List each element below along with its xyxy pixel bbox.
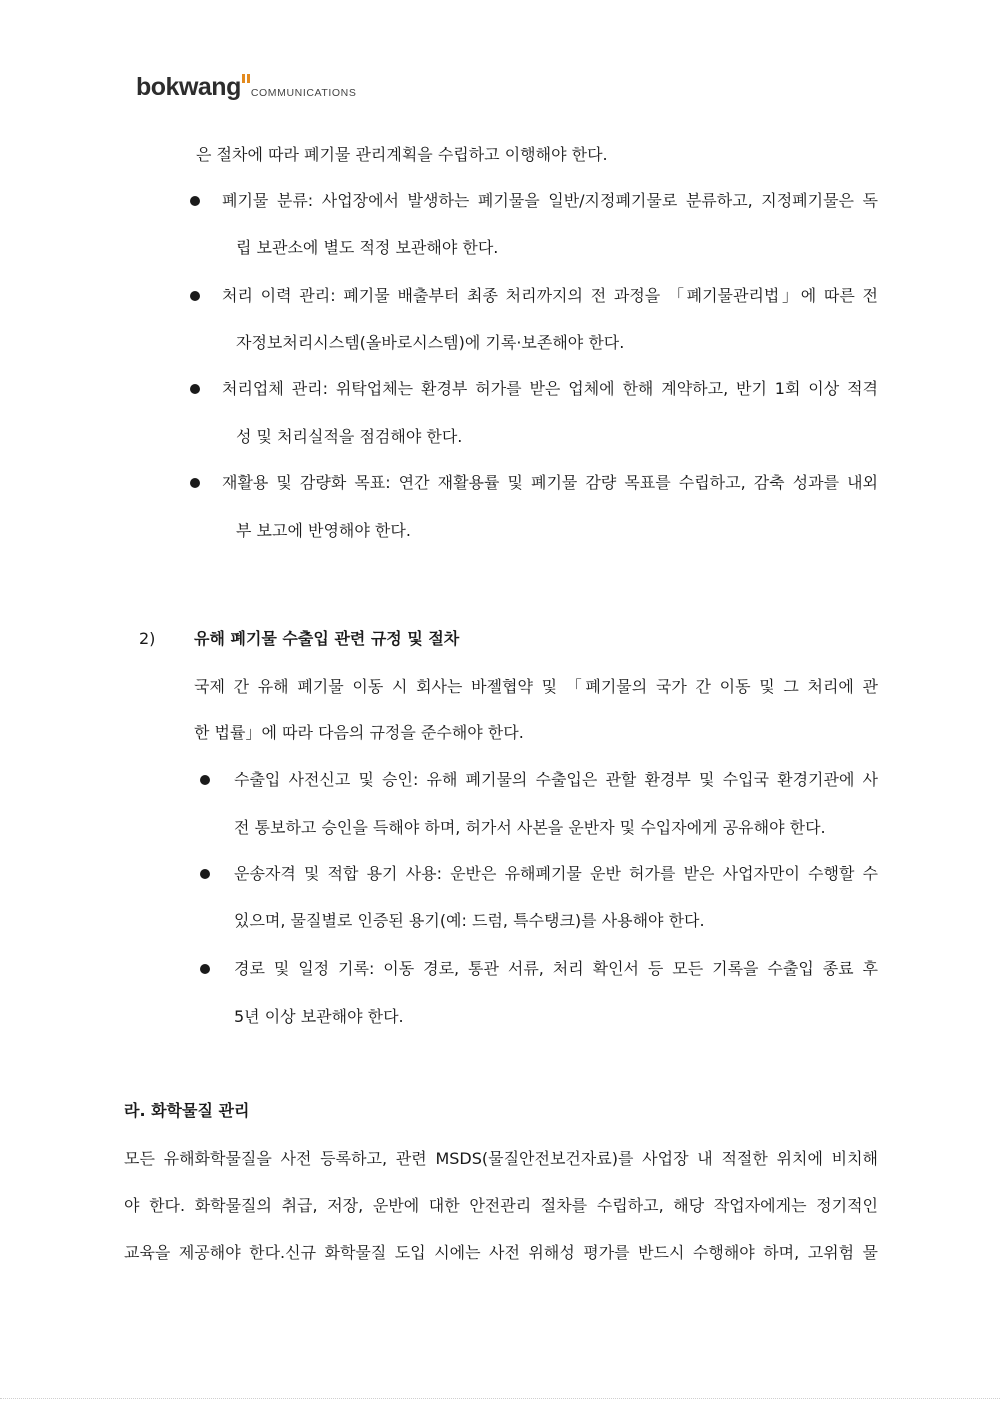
section-title: 유해 폐기물 수출입 관련 규정 및 절차 <box>194 629 460 648</box>
section2-intro-line1: 국제 간 유해 폐기물 이동 시 회사는 바젤협약 및 「폐기물의 국가 간 이동 및 그 처리에 관 <box>194 677 878 696</box>
chemical-paragraph-line1: 모든 유해화학물질을 사전 등록하고, 관련 MSDS(물질안전보건자료)를 사업장 내 적절한 위치에 비치해 <box>124 1149 878 1168</box>
logo-subtitle: COMMUNICATIONS <box>250 86 357 99</box>
waste-bullet-4-line2: 부 보고에 반영해야 한다. <box>236 521 411 540</box>
export-bullet-2-line1: 운송자격 및 적합 용기 사용: 운반은 유해폐기물 운반 허가를 받은 사업자만이 수행할 수 <box>234 864 878 883</box>
waste-bullet-4-line1: 재활용 및 감량화 목표: 연간 재활용률 및 폐기물 감량 목표를 수립하고, 감축 성과를 내외 <box>222 473 878 492</box>
export-bullet-1-line1: 수출입 사전신고 및 승인: 유해 폐기물의 수출입은 관할 환경부 및 수입국 환경기관에 사 <box>234 770 878 789</box>
waste-bullet-1-line1: 폐기물 분류: 사업장에서 발생하는 폐기물을 일반/지정폐기물로 분류하고, 지정폐기물은 독 <box>222 191 878 210</box>
bullet-dot <box>190 478 200 488</box>
page-bottom-edge <box>0 1398 1000 1399</box>
export-bullet-2-line2: 있으며, 물질별로 인증된 용기(예: 드럼, 특수탱크)를 사용해야 한다. <box>234 911 705 930</box>
bullet-dot <box>200 964 210 974</box>
chemical-paragraph-line2: 야 한다. 화학물질의 취급, 저장, 운반에 대한 안전관리 절차를 수립하고, 해당 작업자에게는 정기적인 <box>124 1196 878 1215</box>
export-bullet-3-line1: 경로 및 일정 기록: 이동 경로, 통관 서류, 처리 확인서 등 모든 기록을 수출입 종료 후 <box>234 959 878 978</box>
bullet-dot <box>200 869 210 879</box>
section-number: 2) <box>139 629 156 648</box>
waste-bullet-3-line1: 처리업체 관리: 위탁업체는 환경부 허가를 받은 업체에 한해 계약하고, 반기 1회 이상 적격 <box>222 379 878 398</box>
export-bullet-3-line2: 5년 이상 보관해야 한다. <box>234 1007 404 1026</box>
section2-intro-line2: 한 법률」에 따라 다음의 규정을 준수해야 한다. <box>194 723 524 742</box>
chemical-paragraph-line3: 교육을 제공해야 한다.신규 화학물질 도입 시에는 사전 위해성 평가를 반드시 수행해야 하며, 고위험 물 <box>124 1243 878 1262</box>
intro-continuation: 은 절차에 따라 폐기물 관리계획을 수립하고 이행해야 한다. <box>196 145 608 164</box>
logo-accent-mark <box>242 74 250 100</box>
bullet-dot <box>200 775 210 785</box>
bullet-dot <box>190 291 200 301</box>
logo-wordmark: bokwang <box>136 73 241 101</box>
bullet-dot <box>190 384 200 394</box>
waste-bullet-2-line1: 처리 이력 관리: 폐기물 배출부터 최종 처리까지의 전 과정을 「폐기물관리법」에 따른 전 <box>222 286 878 305</box>
company-logo <box>136 70 356 100</box>
waste-bullet-1-line2: 립 보관소에 별도 적정 보관해야 한다. <box>236 238 499 257</box>
waste-bullet-3-line2: 성 및 처리실적을 점검해야 한다. <box>236 427 463 446</box>
bullet-dot <box>190 196 200 206</box>
section-heading: 라. 화학물질 관리 <box>124 1101 250 1120</box>
waste-bullet-2-line2: 자정보처리시스템(올바로시스템)에 기록·보존해야 한다. <box>236 333 625 352</box>
export-bullet-1-line2: 전 통보하고 승인을 득해야 하며, 허가서 사본을 운반자 및 수입자에게 공유해야 한다. <box>234 818 826 837</box>
